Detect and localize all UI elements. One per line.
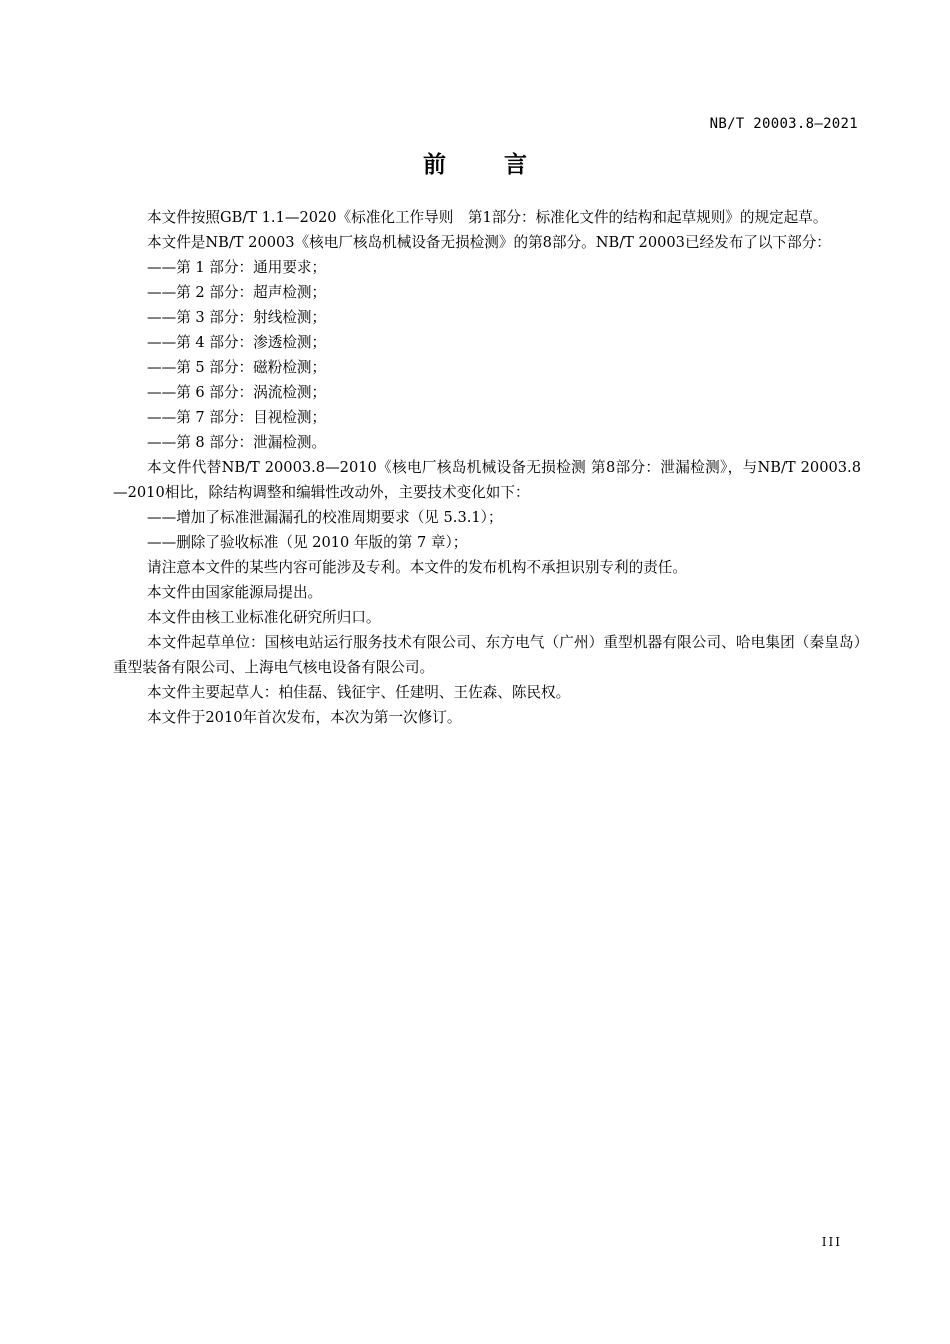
paragraph-proposer: 本文件由国家能源局提出。 [147,584,323,601]
document-code: NB/T 20003.8—2021 [709,116,858,132]
list-item-part-5: ——第 5 部分：磁粉检测； [147,359,327,376]
paragraph-series-intro: 本文件是NB/T 20003《核电厂核岛机械设备无损检测》的第8部分。NB/T 20003已经发布了以下部分： [147,234,831,251]
list-item-part-6: ——第 6 部分：涡流检测； [147,384,327,401]
paragraph-drafting-units: 本文件起草单位：国核电站运行服务技术有限公司、东方电气（广州）重型机器有限公司、哈电集团（秦皇岛）重型装备有限公司、上海电气核电设备有限公司。 [113,634,861,676]
list-item-part-4: ——第 4 部分：渗透检测； [147,334,327,351]
paragraph-replacement: 本文件代替NB/T 20003.8—2010《核电厂核岛机械设备无损检测 第8部分：泄漏检测》，与NB/T 20003.8—2010相比，除结构调整和编辑性改动外，主要技术变化如下： [113,459,861,501]
paragraph-drafters: 本文件主要起草人：柏佳磊、钱征宇、任建明、王佐森、陈民权。 [147,684,571,701]
paragraph-patent-notice: 请注意本文件的某些内容可能涉及专利。本文件的发布机构不承担识别专利的责任。 [147,559,687,576]
list-item-part-8: ——第 8 部分：泄漏检测。 [147,434,327,451]
paragraph-administrator: 本文件由核工业标准化研究所归口。 [147,609,381,626]
list-item-part-3: ——第 3 部分：射线检测； [147,309,327,326]
preface-body [113,205,861,730]
page-title: 前言 [423,152,585,178]
page-number: III [821,1235,842,1249]
paragraph-history: 本文件于2010年首次发布，本次为第一次修订。 [147,709,462,726]
list-item-change-2: ——删除了验收标准（见 2010 年版的第 7 章）； [147,534,468,551]
list-item-part-1: ——第 1 部分：通用要求； [147,259,327,276]
list-item-part-2: ——第 2 部分：超声检测； [147,284,327,301]
list-item-part-7: ——第 7 部分：目视检测； [147,409,327,426]
list-item-change-1: ——增加了标准泄漏漏孔的校准周期要求（见 5.3.1）； [147,509,503,526]
paragraph-drafting-rules: 本文件按照GB/T 1.1—2020《标准化工作导则 第1部分：标准化文件的结构和起草规则》的规定起草。 [147,209,828,226]
